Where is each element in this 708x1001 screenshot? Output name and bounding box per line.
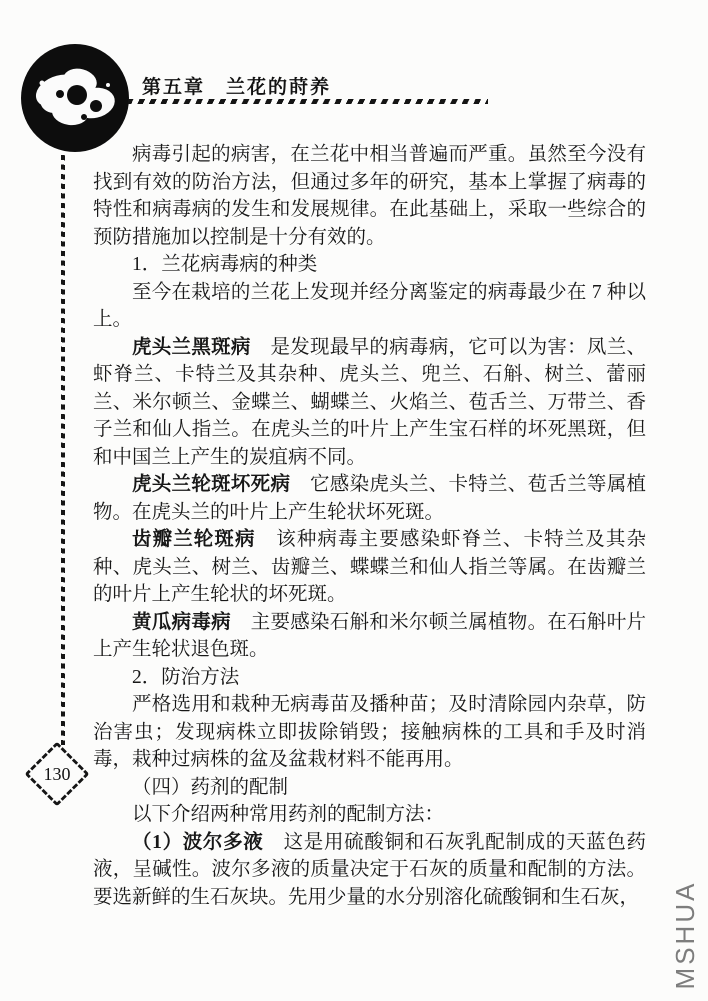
paragraph-text: 1．兰花病毒病的种类 bbox=[132, 254, 318, 275]
paragraph-text: 这是用硫酸铜和石灰乳配制成的天蓝色药液，呈碱性。波尔多液的质量决定于石灰的质量和配制的方法。要选新鲜的生石灰块。先用少量的水分别溶化硫酸铜和生石灰， bbox=[93, 831, 646, 908]
paragraph-text: 严格选用和栽种无病毒苗及播种苗；及时清除园内杂草，防治害虫；发现病株立即拔除销毁；接触病株的工具和手及时消毒，栽种过病株的盆及盆栽材料不能再用。 bbox=[93, 694, 646, 770]
paragraph-cymbidium-black-spot bbox=[93, 334, 646, 472]
paragraph-cucumber-virus bbox=[93, 609, 646, 664]
paragraph-bordeaux-mixture bbox=[93, 829, 646, 912]
agent-name: （1）波尔多液 bbox=[132, 831, 264, 853]
disease-name: 虎头兰黑斑病 bbox=[132, 336, 251, 358]
heading-virus-types bbox=[93, 251, 646, 279]
paragraph-cymbidium-ringspot-necrosis bbox=[93, 471, 646, 526]
heading-preparation-of-agents bbox=[93, 774, 646, 802]
paragraph-text: 该种病毒主要感染虾脊兰、卡特兰及其杂种、虎头兰、树兰、齿瓣兰、蝶蝶兰和仙人指兰等属。在齿瓣兰的叶片上产生轮状的坏死斑。 bbox=[93, 529, 646, 605]
page-number: 130 bbox=[43, 763, 71, 784]
paragraph-prevention-body bbox=[93, 691, 646, 774]
paragraph-text: （四）药剂的配制 bbox=[132, 776, 289, 798]
paragraph-text: 2．防治方法 bbox=[132, 666, 240, 688]
paragraph-text: 它感染虎头兰、卡特兰、苞舌兰等属植物。在虎头兰的叶片上产生轮状坏死斑。 bbox=[93, 474, 646, 523]
paragraph-text: 病毒引起的病害，在兰花中相当普遍而严重。虽然至今没有找到有效的防治方法，但通过多年的研究，基本上掌握了病毒的特性和病毒病的发生和发展规律。在此基础上，采取一些综合的预防措施加以控制是十分有效的。 bbox=[93, 144, 646, 248]
watermark-text: MSHUA bbox=[670, 880, 700, 990]
disease-name: 齿瓣兰轮斑病 bbox=[132, 529, 256, 550]
header-divider-dashed-line bbox=[128, 99, 488, 104]
chapter-title: 第五章 兰花的莳养 bbox=[142, 77, 332, 98]
heading-prevention-methods bbox=[93, 664, 646, 692]
page-number-diamond bbox=[24, 741, 89, 806]
body-text-column bbox=[93, 141, 646, 911]
disease-name: 虎头兰轮斑坏死病 bbox=[132, 474, 291, 495]
paragraph-text: 至今在栽培的兰花上发现并经分离鉴定的病毒最少在 7 种以上。 bbox=[93, 281, 646, 330]
paragraph-virus-intro bbox=[93, 141, 646, 251]
orchid-logo bbox=[20, 43, 130, 153]
paragraph-text: 主要感染石斛和米尔顿兰属植物。在石斛叶片上产生轮状退色斑。 bbox=[93, 611, 646, 660]
paragraph-text: 以下介绍两种常用药剂的配制方法： bbox=[132, 804, 445, 825]
paragraph-odontoglossum-ringspot bbox=[93, 526, 646, 609]
paragraph-two-methods-intro bbox=[93, 801, 646, 829]
orchid-logo-image bbox=[20, 43, 130, 153]
paragraph-text: 是发现最早的病毒病，它可以为害：凤兰、虾脊兰、卡特兰及其杂种、虎头兰、兜兰、石斛、树兰、蕾丽兰、米尔顿兰、金蝶兰、蝴蝶兰、火焰兰、苞舌兰、万带兰、香子兰和仙人指兰。在虎头兰的叶片上产生宝石样的坏死黑斑，但和中国兰上产生的炭疽病不同。 bbox=[93, 336, 646, 468]
disease-name: 黄瓜病毒病 bbox=[132, 611, 231, 633]
paragraph-virus-count bbox=[93, 279, 646, 334]
left-margin-dashed-line bbox=[61, 155, 65, 745]
